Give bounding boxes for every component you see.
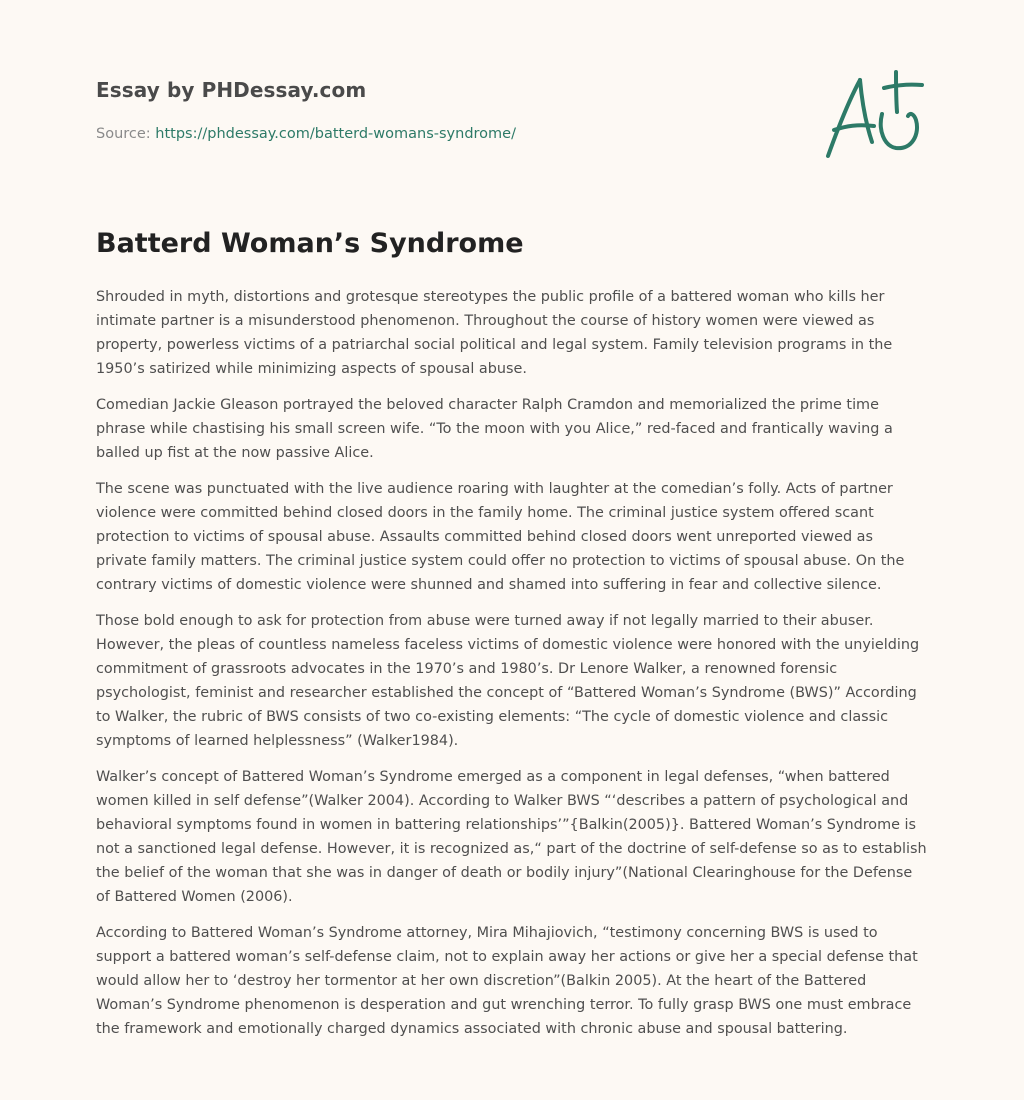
essay-paragraph: Shrouded in myth, distortions and grotesque stereotypes the public profile of a battered woman who kills her intimate partner is a misunderstood phenomenon. Throughout the course of history women were viewed as property, powerless victims of a patriarchal social political and legal system. Family television programs in the 1950’s satirized while minimizing aspects of spousal abuse. [96,289,893,377]
site-brand: Essay by PHDessay.com [96,78,367,102]
essay-title: Batterd Woman’s Syndrome [96,228,524,259]
essay-paragraph: Walker’s concept of Battered Woman’s Syndrome emerged as a component in legal defenses, “when battered women killed in self defense”(Walker 2004). According to Walker BWS “‘describes a pattern of psychological and behavioral symptoms found in women in battering relationships’”{Balkin(2005)}. Battered Woman’s Syndrome is not a sanctioned legal defense. However, it is recognized as,“ part of the doctrine of self-defense so as to establish the belief of the woman that she was in danger of death or bodily injury”(National Clearinghouse for the Defense of Battered Women (2006). [96,769,927,905]
essay-paragraph: Those bold enough to ask for protection from abuse were turned away if not legally married to their abuser. However, the pleas of countless nameless faceless victims of domestic violence were honored with the unyielding commitment of grassroots advocates in the 1970’s and 1980’s. Dr Lenore Walker, a renowned forensic psychologist, feminist and researcher established the concept of “Battered Woman’s Syndrome (BWS)” According to Walker, the rubric of BWS consists of two co-existing elements: “The cycle of domestic violence and classic symptoms of learned helplessness” (Walker1984). [96,613,920,749]
source-link[interactable]: https://phdessay.com/batterd-womans-syndrome/ [155,126,516,142]
source-line [96,124,696,144]
a-plus-grade-icon [822,68,926,164]
page-header [96,76,696,144]
source-label: Source: [96,126,156,142]
essay-paragraph: According to Battered Woman’s Syndrome attorney, Mira Mihajiovich, “testimony concerning BWS is used to support a battered woman’s self-defense claim, not to explain away her actions or give her a special defense that would allow her to ‘destroy her tormentor at her own discretion”(Balkin 2005). At the heart of the Battered Woman’s Syndrome phenomenon is desperation and gut wrenching terror. To fully grasp BWS one must embrace the framework and emotionally charged dynamics associated with chronic abuse and spousal battering. [96,925,918,1037]
essay-paragraph: Comedian Jackie Gleason portrayed the beloved character Ralph Cramdon and memorialized the prime time phrase while chastising his small screen wife. “To the moon with you Alice,” red-faced and frantically waving a balled up fist at the now passive Alice. [96,397,893,461]
essay-paragraph: The scene was punctuated with the live audience roaring with laughter at the comedian’s folly. Acts of partner violence were committed behind closed doors in the family home. The criminal justice system offered scant protection to victims of spousal abuse. Assaults committed behind closed doors went unreported viewed as private family matters. The criminal justice system could offer no protection to victims of spousal abuse. On the contrary victims of domestic violence were shunned and shamed into suffering in fear and collective silence. [96,481,905,593]
essay-body [96,285,928,1053]
